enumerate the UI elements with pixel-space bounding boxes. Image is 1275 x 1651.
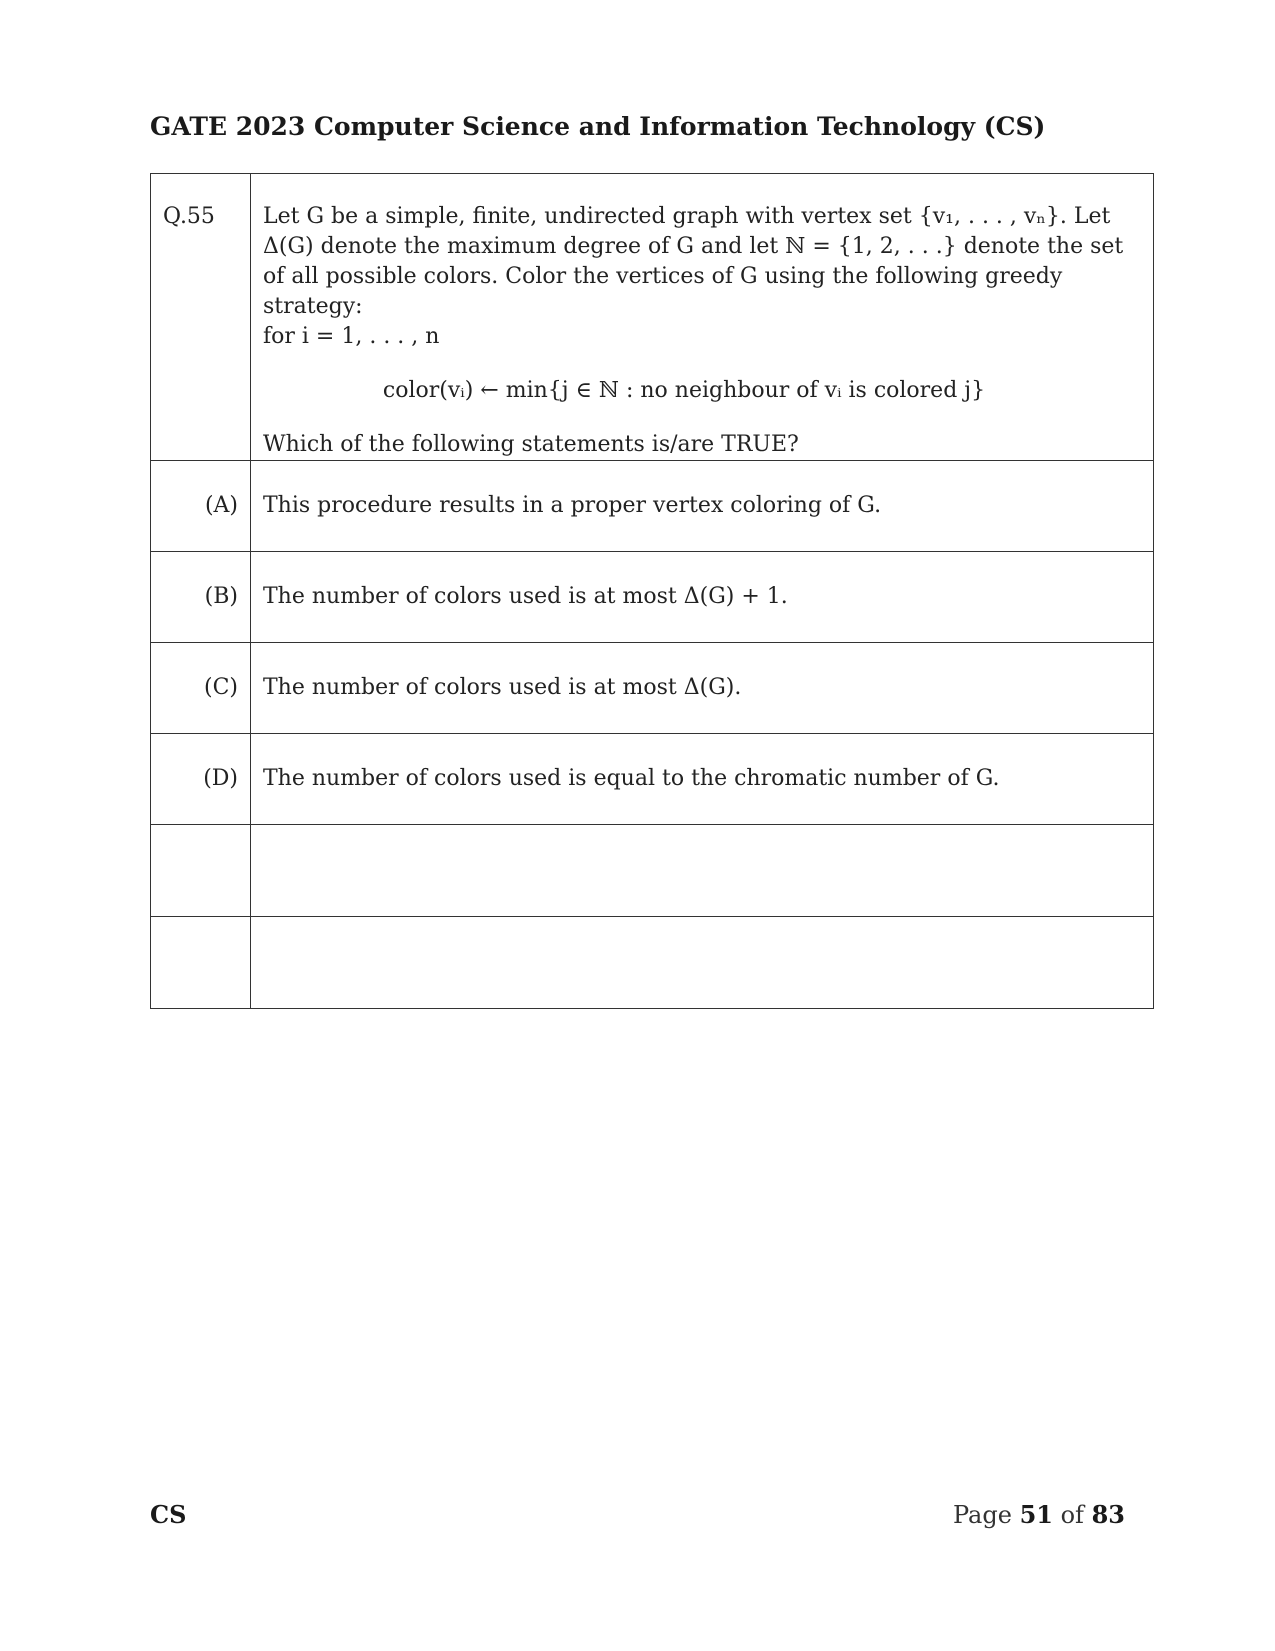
option-label: (D)	[151, 734, 251, 825]
footer-paper-code: CS	[150, 1500, 187, 1529]
footer-page-current: 51	[1019, 1500, 1053, 1529]
option-label: (B)	[151, 552, 251, 643]
question-body	[251, 174, 1154, 461]
question-prompt: Which of the following statements is/are TRUE?	[263, 432, 799, 457]
footer-page-number	[953, 1500, 1125, 1529]
page-header-title: GATE 2023 Computer Science and Information Technology (CS)	[150, 112, 1046, 141]
empty-cell	[251, 825, 1154, 917]
footer-page-word: Page	[952, 1501, 1012, 1529]
option-text: This procedure results in a proper vertex coloring of G.	[251, 461, 1154, 552]
empty-cell	[151, 917, 251, 1009]
empty-row	[151, 917, 1154, 1009]
question-number: Q.55	[151, 174, 251, 461]
footer-page-total: 83	[1091, 1500, 1125, 1529]
empty-row	[151, 825, 1154, 917]
option-row-b	[151, 552, 1154, 643]
option-row-d	[151, 734, 1154, 825]
option-label: (C)	[151, 643, 251, 734]
option-row-a	[151, 461, 1154, 552]
option-text: The number of colors used is at most Δ(G) + 1.	[251, 552, 1154, 643]
option-text: The number of colors used is equal to the chromatic number of G.	[251, 734, 1154, 825]
option-label: (A)	[151, 461, 251, 552]
question-row	[151, 174, 1154, 461]
option-row-c	[151, 643, 1154, 734]
footer-of-word: of	[1060, 1501, 1084, 1529]
question-stem: Let G be a simple, finite, undirected graph with vertex set {v₁, . . . , vₙ}. Let Δ(G) denote the maximum degree of G and let ℕ = {1, 2, . . .} denote the set of all possible colors. Color the vertices of G using the following greedy strategy:	[263, 204, 1124, 319]
question-formula: color(vᵢ) ← min{j ∈ ℕ : no neighbour of vᵢ is colored j}	[382, 378, 986, 403]
option-text: The number of colors used is at most Δ(G).	[251, 643, 1154, 734]
question-loop-line: for i = 1, . . . , n	[263, 324, 440, 349]
question-table	[150, 173, 1154, 1009]
empty-cell	[251, 917, 1154, 1009]
empty-cell	[151, 825, 251, 917]
